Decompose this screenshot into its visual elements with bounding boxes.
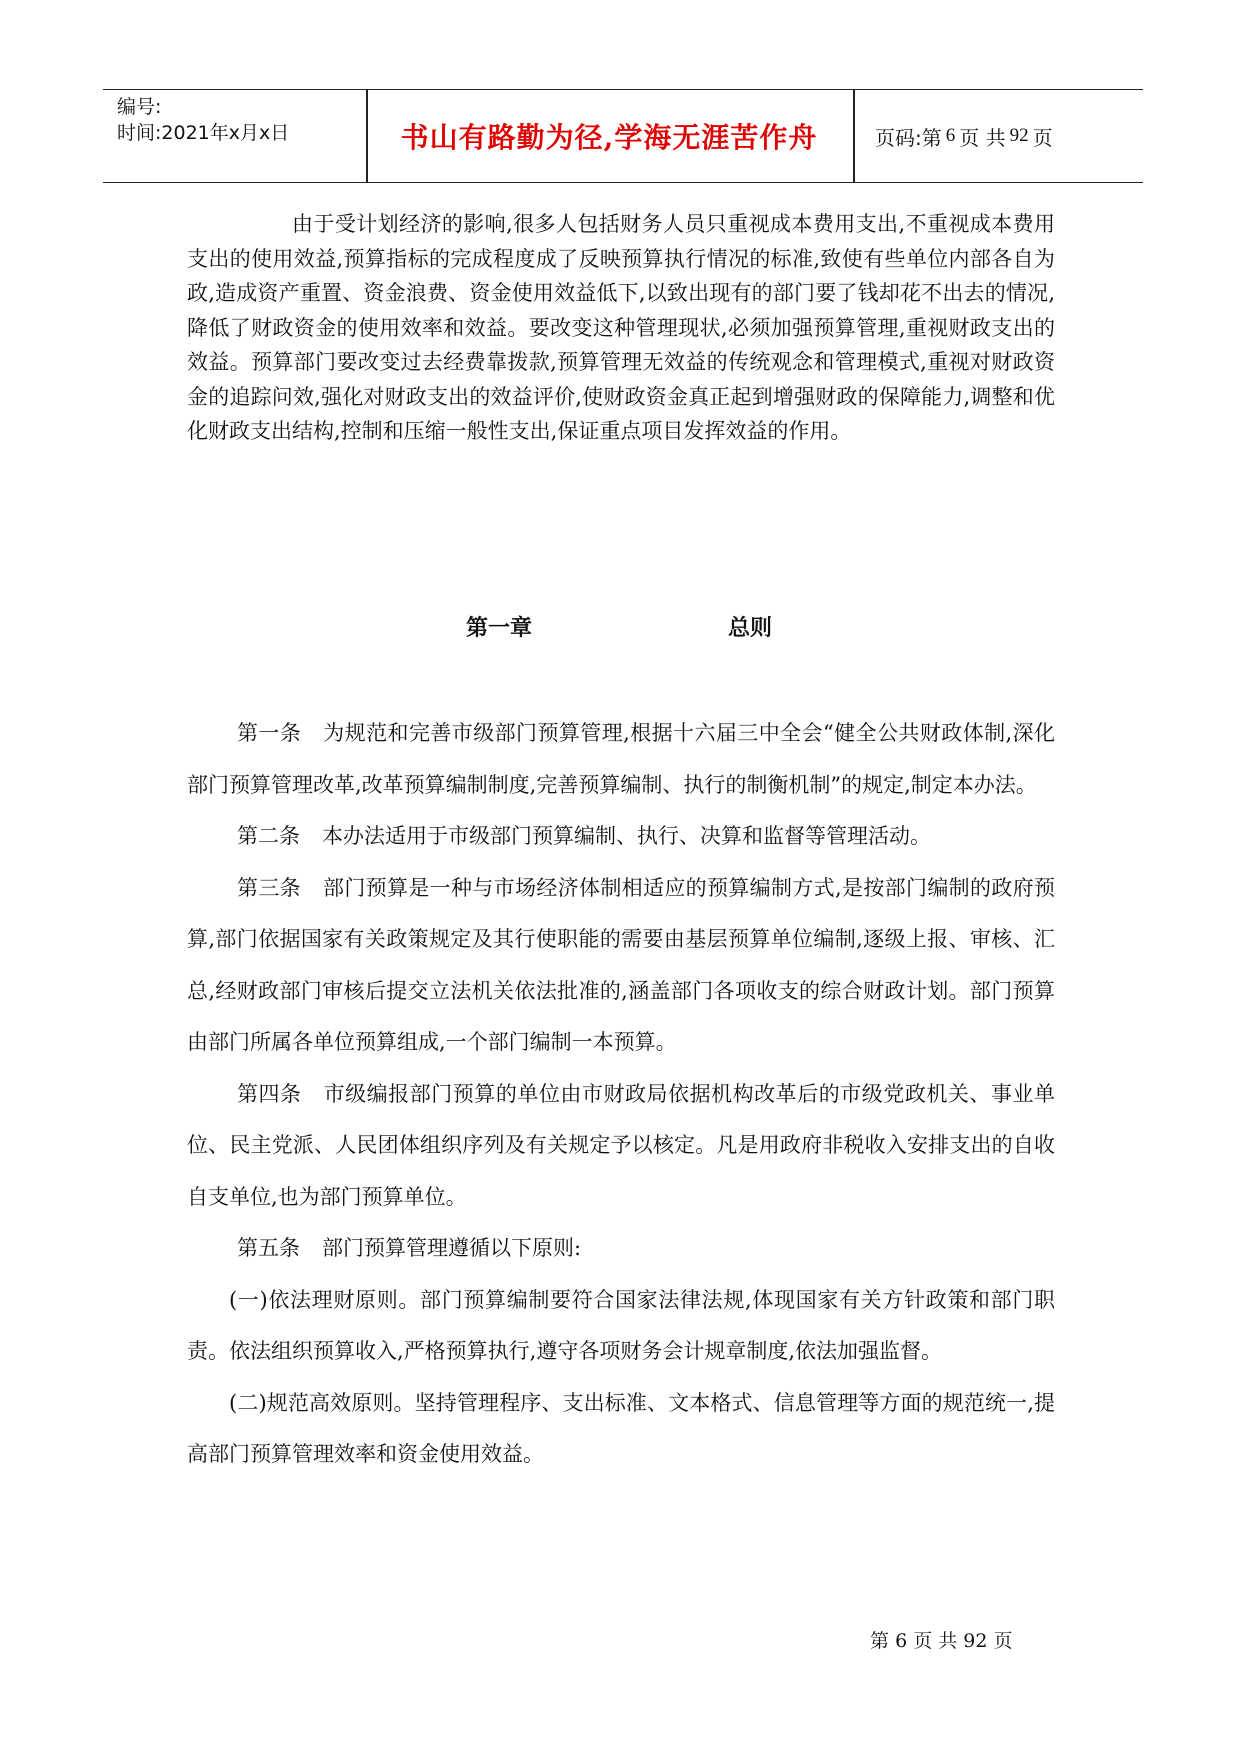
footer-prefix: 第 xyxy=(870,1630,890,1652)
chapter-title: 总则 xyxy=(728,615,773,641)
document-number-label: 编号: xyxy=(117,96,162,118)
article-text: 为规范和完善市级部门预算管理,根据十六届三中全会“健全公共财政体制,深化部门预算管理改革,改革预算编制制度,完善预算编制、执行的制衡机制”的规定,制定本办法。 xyxy=(187,721,1055,797)
header-divider-right xyxy=(853,90,855,182)
article-2 xyxy=(187,811,1055,863)
footer-mid: 页 共 xyxy=(913,1630,958,1652)
chapter-number: 第一章 xyxy=(466,615,533,641)
page-header xyxy=(103,89,1143,183)
article-3 xyxy=(187,863,1055,1069)
principle-1: (一)依法理财原则。部门预算编制要符合国家法律法规,体现国家有关方针政策和部门职责。依法组织预算收入,严格预算执行,遵守各项财务会计规章制度,依法加强监督。 xyxy=(187,1287,1055,1363)
footer-page-total: 92 xyxy=(963,1630,988,1652)
article-number: 第四条 xyxy=(237,1081,302,1106)
header-page-current: 6 xyxy=(945,125,956,146)
article-number: 第一条 xyxy=(237,721,302,745)
header-page-total: 92 xyxy=(1009,125,1029,146)
principle-2: (二)规范高效原则。坚持管理程序、支出标准、文本格式、信息管理等方面的规范统一,提高部门预算管理效率和资金使用效益。 xyxy=(187,1390,1055,1466)
header-meta xyxy=(117,94,289,146)
document-time: 时间:2021年x月x日 xyxy=(117,122,290,144)
article-number: 第二条 xyxy=(237,824,300,848)
article-5 xyxy=(187,1223,1055,1275)
header-page-mid: 页 共 xyxy=(959,125,1006,150)
articles-body xyxy=(187,708,1055,1481)
footer-page-current: 6 xyxy=(895,1630,908,1652)
article-4 xyxy=(187,1069,1055,1224)
header-page-prefix: 页码:第 xyxy=(875,125,942,150)
article-1 xyxy=(187,708,1055,811)
article-text: 部门预算是一种与市场经济体制相适应的预算编制方式,是按部门编制的政府预算,部门依据国家有关政策规定及其行使职能的需要由基层预算单位编制,逐级上报、审核、汇总,经财政部门审核后提交立法机关依法批准的,涵盖部门各项收支的综合财政计划。部门预算由部门所属各单位预算组成,一个部门编制一本预算。 xyxy=(187,875,1055,1054)
article-number: 第五条 xyxy=(237,1236,300,1260)
article-text: 部门预算管理遵循以下原则: xyxy=(322,1236,582,1260)
article-text: 市级编报部门预算的单位由市财政局依据机构改革后的市级党政机关、事业单位、民主党派、人民团体组织序列及有关规定予以核定。凡是用政府非税收入安排支出的自收自支单位,也为部门预算单位。 xyxy=(187,1081,1056,1209)
header-motto: 书山有路勤为径,学海无涯苦作舟 xyxy=(400,121,818,154)
article-text: 本办法适用于市级部门预算编制、执行、决算和监督等管理活动。 xyxy=(322,824,931,848)
page-footer xyxy=(870,1626,1013,1653)
header-page-suffix: 页 xyxy=(1032,125,1053,150)
article-number: 第三条 xyxy=(237,875,301,900)
header-page-info xyxy=(875,90,1053,182)
footer-suffix: 页 xyxy=(993,1630,1013,1652)
intro-paragraph: 由于受计划经济的影响,很多人包括财务人员只重视成本费用支出,不重视成本费用支出的使用效益,预算指标的完成程度成了反映预算执行情况的标准,致使有些单位内部各自为政,造成资产重置、资金浪费、资金使用效益低下,以致出现有的部门要了钱却花不出去的情况,降低了财政资金的使用效率和效益。要改变这种管理现状,必须加强预算管理,重视财政支出的效益。预算部门要改变过去经费靠拨款,预算管理无效益的传统观念和管理模式,重视对财政资金的追踪问效,强化对财政支出的效益评价,使财政资金真正起到增强财政的保障能力,调整和优化财政支出结构,控制和压缩一般性支出,保证重点项目发挥效益的作用。 xyxy=(187,212,1055,443)
